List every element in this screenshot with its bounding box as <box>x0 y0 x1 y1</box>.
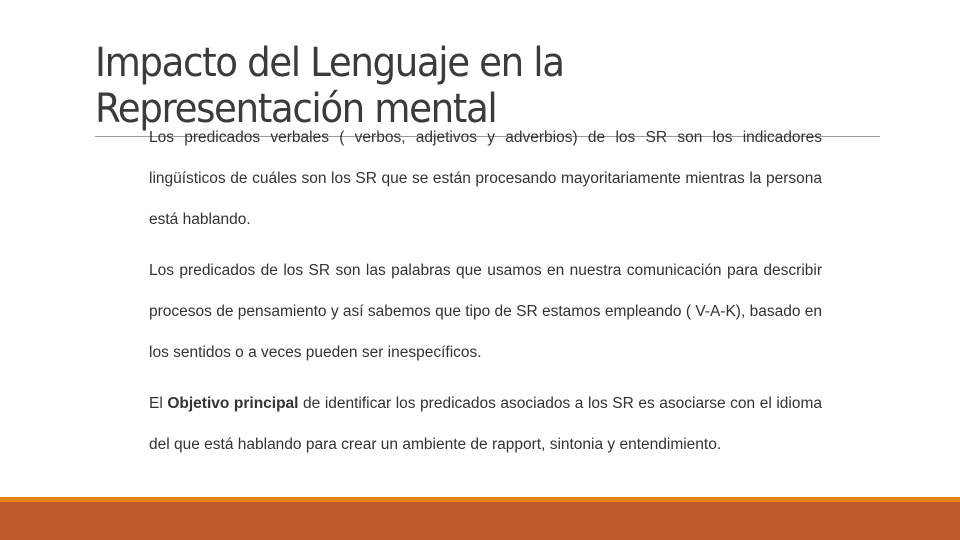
paragraph-3 <box>149 383 822 465</box>
paragraph-3-prefix: El <box>149 395 168 412</box>
title-line-2: Representación mental <box>95 86 497 132</box>
title-line-1: Impacto del Lenguaje en la <box>95 40 564 86</box>
paragraph-3-suffix: de identificar los predicados asociados a los SR es asociarse con el idioma del que está hablando para crear un ambiente de rapport, sintonia y entendimiento. <box>149 395 822 453</box>
footer-bar <box>0 502 960 540</box>
paragraph-1: Los predicados verbales ( verbos, adjetivos y adverbios) de los SR son los indicadores lingüísticos de cuáles son los SR que se están procesando mayoritariamente mientras la persona está hablando. <box>149 129 822 228</box>
slide-body <box>149 117 822 475</box>
paragraph-2: Los predicados de los SR son las palabras que usamos en nuestra comunicación para describir procesos de pensamiento y así sabemos que tipo de SR estamos empleando ( V-A-K), basado en los sentidos o a veces pueden ser inespecíficos. <box>149 262 822 361</box>
paragraph-3-emphasis: Objetivo principal <box>167 395 299 412</box>
